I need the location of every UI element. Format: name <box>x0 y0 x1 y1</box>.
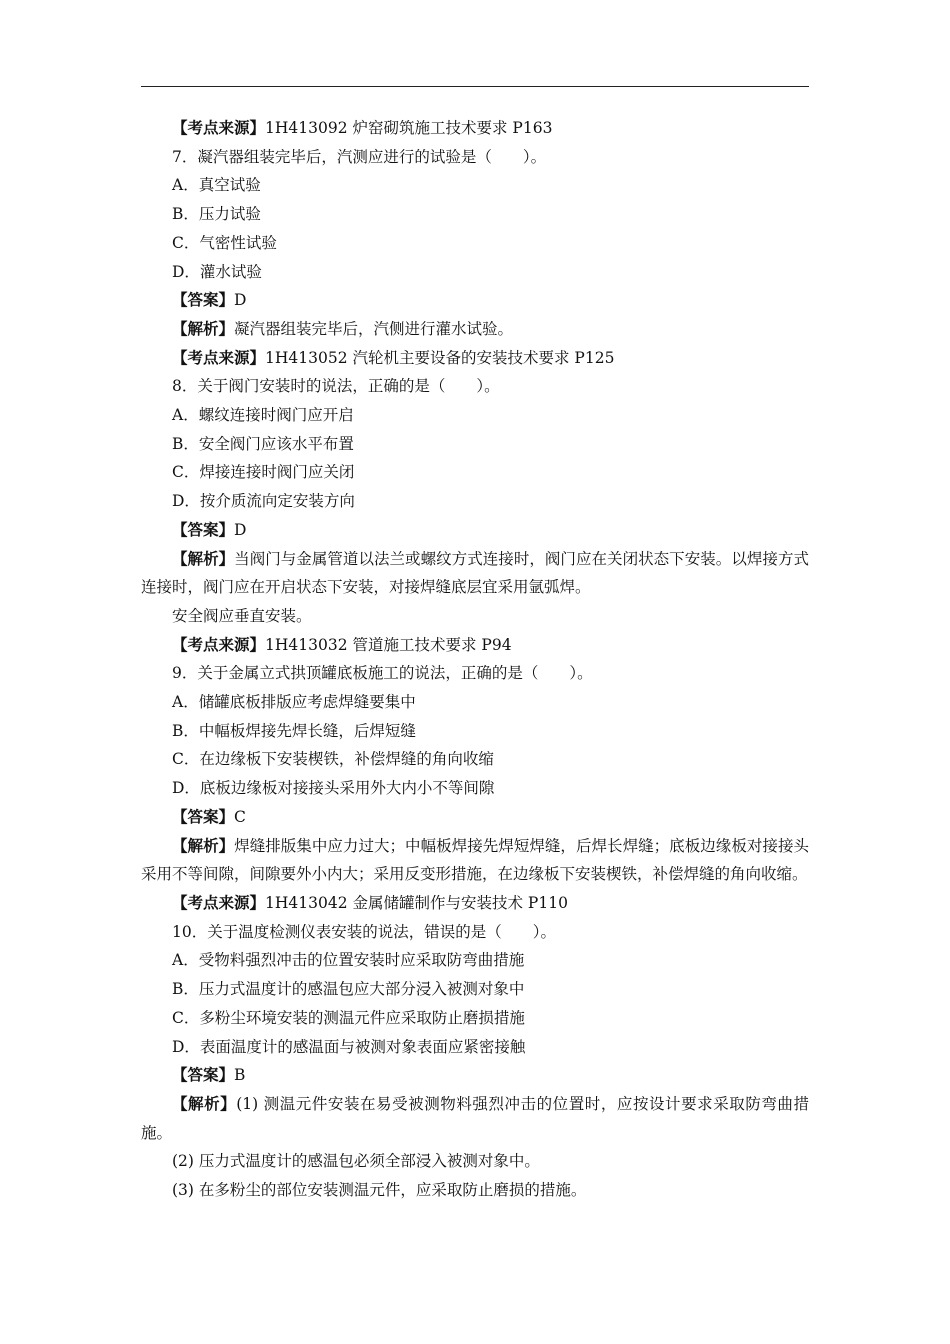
q6-source: 【考点来源】1H413092 炉窑砌筑施工技术要求 P163 <box>172 118 553 137</box>
q8-option-c: C．焊接连接时阀门应关闭 <box>172 463 355 482</box>
q10-question: 10．关于温度检测仪表安装的说法，错误的是（ ）。 <box>172 922 556 941</box>
q10-option-b: B．压力式温度计的感温包应大部分浸入被测对象中 <box>172 980 525 999</box>
q10-analysis-2: (2) 压力式温度计的感温包必须全部浸入被测对象中。 <box>172 1152 540 1171</box>
q9-option-a: A．储罐底板排版应考虑焊缝要集中 <box>172 693 416 712</box>
q8-analysis: 【解析】当阀门与金属管道以法兰或螺纹方式连接时，阀门应在关闭状态下安装。以焊接方式连接时，阀门应在开启状态下安装，对接焊缝底层宜采用氩弧焊。 <box>141 548 809 597</box>
q8-answer: 【答案】D <box>172 519 247 539</box>
q8-question: 8．关于阀门安装时的说法，正确的是（ ）。 <box>172 377 500 396</box>
q7-analysis: 【解析】凝汽器组装完毕后，汽侧进行灌水试验。 <box>172 318 514 338</box>
q7-answer: 【答案】D <box>172 290 247 310</box>
q9-analysis: 【解析】焊缝排版集中应力过大；中幅板焊接先焊短焊缝，后焊长焊缝；底板边缘板对接接头采用不等间隙，间隙要外小内大；采用反变形措施，在边缘板下安装楔铁，补偿焊缝的角向收缩。 <box>141 835 809 884</box>
q10-option-a: A．受物料强烈冲击的位置安装时应采取防弯曲措施 <box>172 951 525 970</box>
q7-option-d: D．灌水试验 <box>172 262 262 281</box>
document-body <box>141 114 809 1205</box>
q9-option-b: B．中幅板焊接先焊长缝，后焊短缝 <box>172 721 416 740</box>
q8-option-b: B．安全阀门应该水平布置 <box>172 434 354 453</box>
q8-option-d: D．按介质流向定安装方向 <box>172 492 355 511</box>
q8-option-a: A．螺纹连接时阀门应开启 <box>172 406 354 425</box>
q10-answer: 【答案】B <box>172 1065 246 1085</box>
q10-analysis: 【解析】(1) 测温元件安装在易受被测物料强烈冲击的位置时，应按设计要求采取防弯曲措施。 <box>141 1093 809 1142</box>
q9-source: 【考点来源】1H413042 金属储罐制作与安装技术 P110 <box>172 892 568 912</box>
q7-source: 【考点来源】1H413052 汽轮机主要设备的安装技术要求 P125 <box>172 347 615 367</box>
q8-source: 【考点来源】1H413032 管道施工技术要求 P94 <box>172 634 512 654</box>
q7-question: 7．凝汽器组装完毕后，汽测应进行的试验是（ ）。 <box>172 147 547 166</box>
q7-option-b: B．压力试验 <box>172 205 261 224</box>
header-rule <box>141 86 809 87</box>
q7-option-a: A．真空试验 <box>172 176 261 195</box>
q7-option-c: C．气密性试验 <box>172 233 277 252</box>
q8-analysis-extra: 安全阀应垂直安装。 <box>172 606 312 625</box>
q10-option-c: C．多粉尘环境安装的测温元件应采取防止磨损措施 <box>172 1008 525 1027</box>
q9-question: 9．关于金属立式拱顶罐底板施工的说法，正确的是（ ）。 <box>172 664 593 683</box>
q10-option-d: D．表面温度计的感温面与被测对象表面应紧密接触 <box>172 1037 526 1056</box>
q10-analysis-3: (3) 在多粉尘的部位安装测温元件，应采取防止磨损的措施。 <box>172 1181 587 1200</box>
q9-answer: 【答案】C <box>172 806 246 826</box>
q9-option-c: C．在边缘板下安装楔铁，补偿焊缝的角向收缩 <box>172 750 494 769</box>
q9-option-d: D．底板边缘板对接接头采用外大内小不等间隙 <box>172 779 495 798</box>
